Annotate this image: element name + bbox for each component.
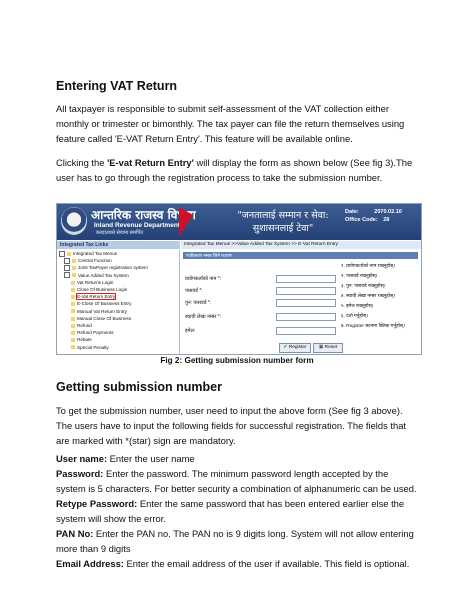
para2-prefix: Clicking the [56, 157, 108, 168]
tree-label: Integrated Tax Menus [73, 251, 118, 256]
password-label: पासवर्ड *: [185, 288, 203, 294]
folder-icon [72, 273, 76, 277]
banner-title-np: आन्तरिक राजस्व विभाग [91, 208, 196, 222]
heading-getting-submission-number: Getting submission number [56, 380, 222, 394]
check-icon: ✔ [283, 345, 288, 350]
tree-item-selected[interactable] [57, 293, 179, 300]
nepal-flag-icon [179, 207, 193, 237]
page-icon [71, 288, 75, 292]
field-label: Password: [56, 468, 104, 479]
page-icon [71, 295, 75, 299]
sidebar-header: Integrated Tax Links [57, 241, 180, 249]
tree-label: Central Function [78, 258, 112, 264]
banner-subtitle-np: करदाताको सेवामा समर्पित [96, 230, 143, 236]
hint-2: २. पासवर्ड राख्नुहोस्। [341, 274, 378, 279]
tree-label: Joint TaxPayer registration system [78, 265, 148, 271]
page-icon [71, 317, 75, 321]
tree-item[interactable] [57, 286, 179, 293]
hint-5: ५. इमेल राख्नुहोस्। [341, 304, 374, 309]
tree-label: E-Vat Return Entry [77, 294, 116, 300]
fields-intro-paragraph: To get the submission number, user need to input the above form (See fig 3 above). The users have to input the following fields for successful registration. The fields that are marked with *(star) sign are mandatory. [56, 405, 407, 446]
breadcrumb: Integrated Tax Menus >>Value Added Tax System >> E-Vat Return Entry [181, 241, 422, 249]
motto-line-1: "जनतालाई सम्मान र सेवा: [237, 210, 329, 221]
field-desc: Enter the email address of the user if available. This field is optional. [123, 558, 410, 569]
clicking-paragraph [56, 155, 420, 185]
hint-1: १. प्रयोगकर्ताको नाम राख्नुहोस्। [341, 264, 396, 269]
tree-label: Manual Vat Return Entry [77, 308, 127, 314]
tree-label: E-Close Of Business Entry [77, 301, 132, 307]
field-email-address [56, 556, 420, 571]
retype-password-label: पुन: पासवर्ड *: [185, 300, 212, 306]
username-input[interactable] [276, 275, 336, 283]
expand-icon[interactable] [59, 251, 65, 257]
field-label: User name: [56, 453, 108, 464]
expand-icon[interactable] [64, 258, 70, 264]
folder-icon [67, 252, 71, 256]
field-desc: Enter the PAN no. The PAN no is 9 digits long. System will not allow entering more than 9 digits [56, 528, 414, 554]
tree-item[interactable] [57, 279, 179, 286]
tree-label: Value Added Tax System [78, 272, 129, 278]
collapse-icon[interactable] [64, 272, 70, 278]
form-screenshot [56, 203, 422, 355]
hint-7: ७. Register बटनमा क्लिक गर्नुहोस्। [341, 324, 405, 329]
field-label: PAN No: [56, 528, 94, 539]
expand-icon[interactable] [64, 265, 70, 271]
hint-4: ४. स्थायी लेखा नम्बर राख्नुहोस्। [341, 294, 396, 299]
email-label: इमेल: [185, 328, 196, 334]
date-row [345, 209, 402, 215]
form-title: पंजीकरण नम्बर लिने फाराम [183, 252, 418, 259]
office-value: 28 [383, 217, 390, 223]
field-desc: Enter the same password that has been entered earlier else the system will show the error. [56, 498, 405, 524]
tree-label: Refund [77, 323, 92, 329]
office-label: Office Code: [345, 217, 378, 223]
tree-item[interactable] [57, 308, 179, 315]
emblem-icon [61, 207, 87, 235]
page-icon [71, 281, 75, 285]
heading-entering-vat-return: Entering VAT Return [56, 79, 178, 93]
tree-item[interactable] [57, 300, 179, 307]
tree-label: Manual Close Of Business [77, 315, 132, 321]
page-icon [71, 302, 75, 306]
folder-icon [72, 259, 76, 263]
register-label: Register [288, 345, 307, 350]
tree-item[interactable] [57, 250, 179, 257]
field-password [56, 466, 420, 496]
tree-item[interactable] [57, 315, 179, 322]
folder-icon [72, 266, 76, 270]
ird-banner [57, 204, 421, 240]
field-label: Retype Password: [56, 498, 138, 509]
retype-password-input[interactable] [276, 299, 336, 307]
field-desc: Enter the password. The minimum password length accepted by the system is 5 characters. For better security a combination of alphanumeric can be used. [56, 468, 417, 494]
intro-paragraph: All taxpayer is responsible to submit self-assessment of the VAT collection either monthly or trimester or bimonthly. The tax payer can file the return themselves using feature called 'E-VAT Return Entry'. This feature will be available online. [56, 103, 405, 144]
tree-label: Close Of Business Login [77, 287, 128, 293]
page-icon [71, 309, 75, 313]
tree-item[interactable] [57, 264, 179, 271]
tree-item[interactable] [57, 344, 179, 351]
field-retype-password [56, 496, 420, 526]
field-user-name [56, 451, 420, 466]
pan-label: स्थायी लेखा नम्बर *: [185, 314, 222, 320]
sidebar-tree [57, 250, 180, 354]
date-value: 2070.02.10 [374, 209, 402, 215]
tree-item[interactable] [57, 257, 179, 264]
page-icon [71, 345, 75, 349]
field-pan-no [56, 526, 420, 556]
banner-motto [203, 209, 363, 235]
page-icon [71, 338, 75, 342]
banner-title-en: Inland Revenue Department [94, 222, 180, 229]
username-label: प्रयोगकर्ताको नाम *: [185, 276, 222, 282]
page-icon [71, 324, 75, 328]
tree-label: Refund Payments [77, 330, 114, 336]
date-label: Date: [345, 209, 359, 215]
tree-item[interactable] [57, 272, 179, 279]
reset-button[interactable] [313, 343, 343, 353]
field-desc: Enter the user name [107, 453, 195, 464]
tree-label: Vat Returns Login [77, 279, 114, 285]
field-label: Email Address: [56, 558, 124, 569]
tree-item[interactable] [57, 329, 179, 336]
figure-caption: Fig 2: Getting submission number form [160, 356, 314, 365]
para2-suffix: will display the form as shown below (See fig 3).The user has to go through the registration process to take the submission number. [56, 157, 413, 183]
password-input[interactable] [276, 287, 336, 295]
reset-icon: ▣ [318, 345, 324, 350]
office-row [345, 217, 389, 223]
motto-line-2: सुशासनलाई टेवा" [252, 223, 314, 234]
hint-3: ३. पुन: पासवर्ड राख्नुहोस्। [341, 284, 386, 289]
tree-item[interactable] [57, 322, 179, 329]
reset-label: Reset [324, 345, 338, 350]
pan-input[interactable] [276, 313, 336, 321]
tree-label: Rebate [77, 337, 92, 343]
page-icon [71, 331, 75, 335]
register-button[interactable] [279, 343, 311, 353]
para2-bold: 'E-vat Return Entry' [107, 157, 194, 168]
tree-label: Special Penalty [77, 344, 109, 350]
hint-6: ६. दर्ता गर्नुहोस्। [341, 314, 369, 319]
tree-item[interactable] [57, 336, 179, 343]
email-input[interactable] [276, 327, 336, 335]
